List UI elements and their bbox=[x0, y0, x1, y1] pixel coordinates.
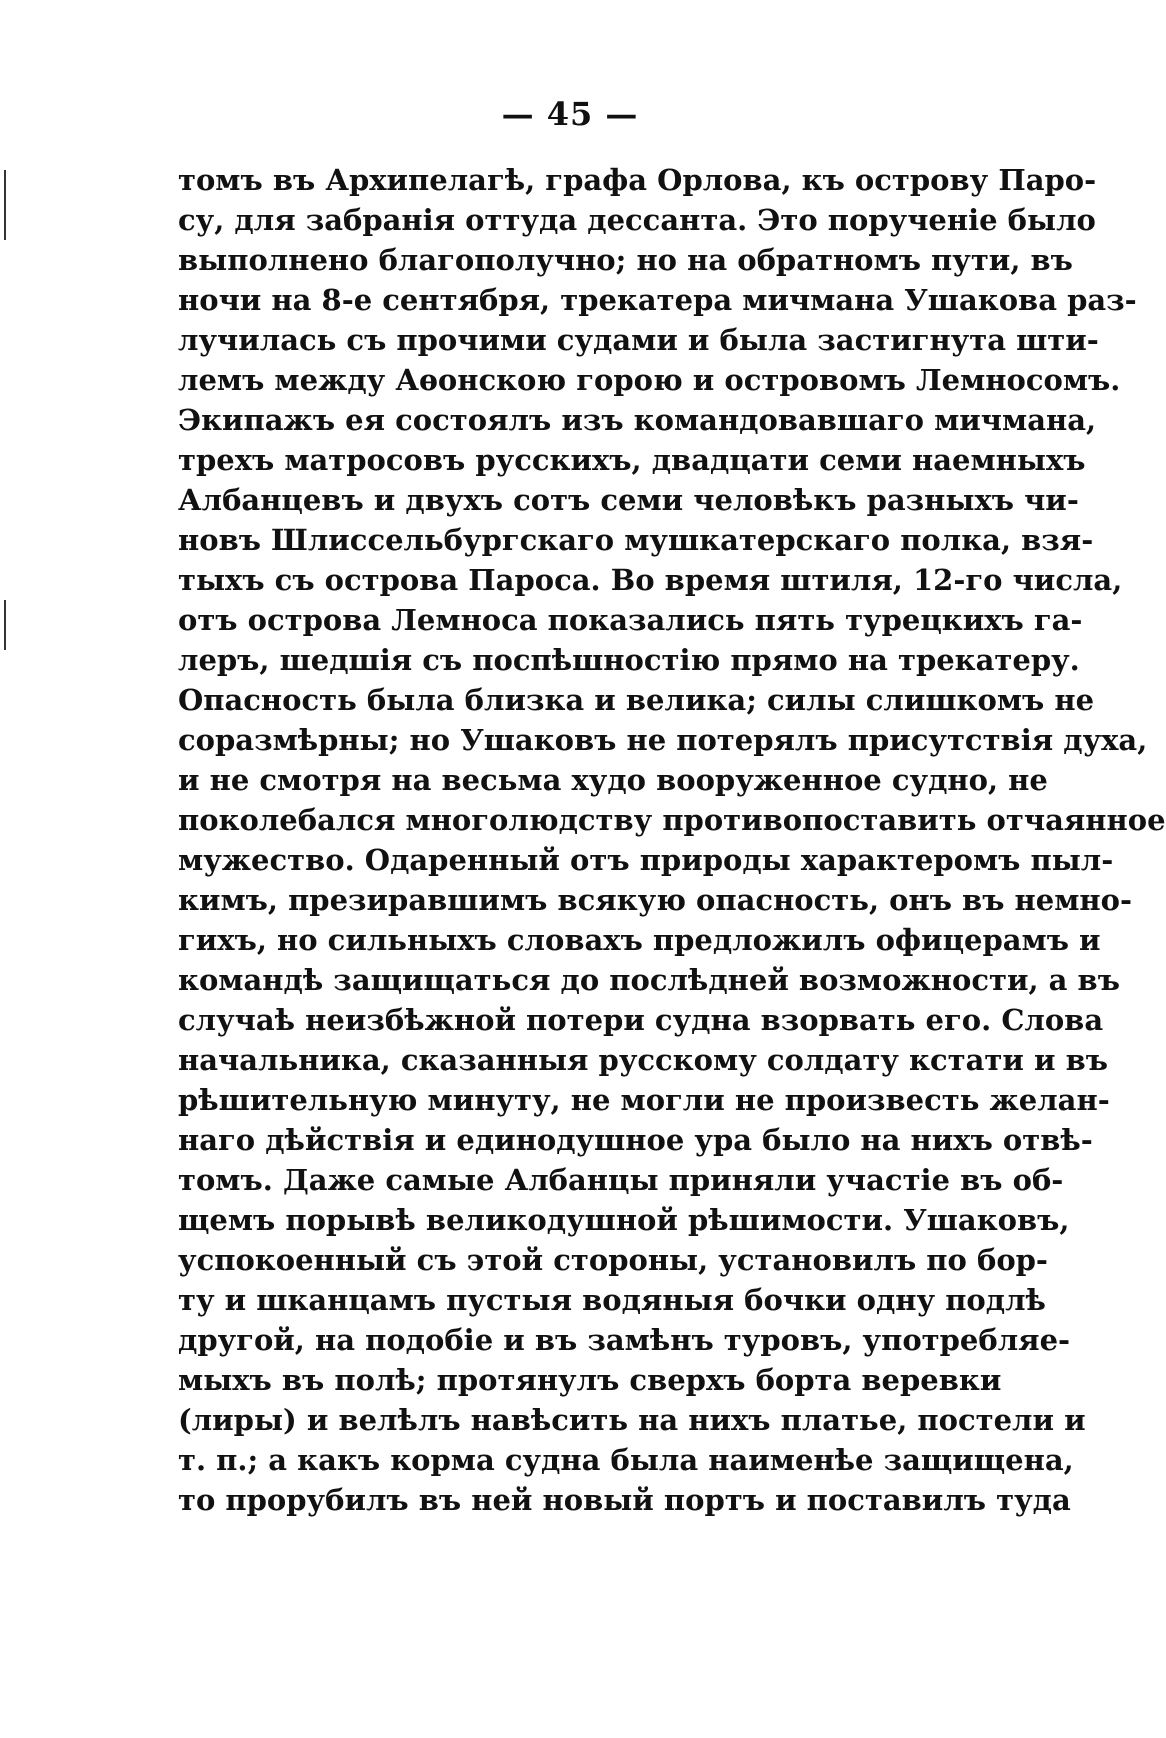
text-line: соразмѣрны; но Ушаковъ не потерялъ присутствія духа, bbox=[178, 723, 1148, 757]
text-line: успокоенный съ этой стороны, установилъ по бор- bbox=[178, 1243, 1048, 1277]
text-line: леръ, шедшія съ поспѣшностію прямо на трекатеру. bbox=[178, 643, 1080, 677]
text-line: рѣшительную минуту, не могли не произвесть желан- bbox=[178, 1083, 1110, 1117]
text-line: другой, на подобіе и въ замѣнъ туровъ, употребляе- bbox=[178, 1323, 1071, 1357]
text-line: томъ въ Архипелагѣ, графа Орлова, къ острову Паро- bbox=[178, 163, 1097, 197]
text-line: командѣ защищаться до послѣдней возможности, а въ bbox=[178, 963, 1120, 997]
text-line: отъ острова Лемноса показались пять турецкихъ га- bbox=[178, 603, 1083, 637]
text-line: томъ. Даже самые Албанцы приняли участіе въ об- bbox=[178, 1163, 1064, 1197]
text-line: наго дѣйствія и единодушное ура было на нихъ отвѣ- bbox=[178, 1123, 1093, 1157]
text-line: (лиры) и велѣлъ навѣсить на нихъ платье, постели и bbox=[178, 1403, 1086, 1437]
text-line: мужество. Одаренный отъ природы характеромъ пыл- bbox=[178, 843, 1114, 877]
scan-edge-mark bbox=[4, 600, 6, 650]
text-line: ту и шканцамъ пустыя водяныя бочки одну подлѣ bbox=[178, 1283, 1046, 1317]
text-line: то прорубилъ въ ней новый портъ и поставилъ туда bbox=[178, 1483, 1071, 1517]
text-line: выполнено благополучно; но на обратномъ пути, въ bbox=[178, 243, 1073, 277]
text-line: су, для забранія оттуда дессанта. Это порученіе было bbox=[178, 203, 1096, 237]
page-number: — 45 — bbox=[501, 95, 639, 133]
text-line: Опасность была близка и велика; силы слишкомъ не bbox=[178, 683, 1095, 717]
text-line: т. п.; а какъ корма судна была наименѣе защищена, bbox=[178, 1443, 1074, 1477]
text-line: ночи на 8-е сентября, трекатера мичмана Ушакова раз- bbox=[178, 283, 1137, 317]
text-line: и не смотря на весьма худо вооруженное судно, не bbox=[178, 763, 1048, 797]
scan-edge-mark bbox=[4, 170, 6, 240]
text-line: мыхъ въ полѣ; протянулъ сверхъ борта веревки bbox=[178, 1363, 1002, 1397]
body-text bbox=[178, 160, 1166, 1520]
text-line: трехъ матросовъ русскихъ, двадцати семи наемныхъ bbox=[178, 443, 1086, 477]
text-line: Албанцевъ и двухъ сотъ семи человѣкъ разныхъ чи- bbox=[178, 483, 1079, 517]
text-line: гихъ, но сильныхъ словахъ предложилъ офицерамъ и bbox=[178, 923, 1101, 957]
text-line: Экипажъ ея состоялъ изъ командовавшаго мичмана, bbox=[178, 403, 1097, 437]
text-line: новъ Шлиссельбургскаго мушкатерскаго полка, взя- bbox=[178, 523, 1094, 557]
text-line: лучилась съ прочими судами и была застигнута шти- bbox=[178, 323, 1099, 357]
text-line: лемъ между Аѳонскою горою и островомъ Лемносомъ. bbox=[178, 363, 1121, 397]
text-line: щемъ порывѣ великодушной рѣшимости. Ушаковъ, bbox=[178, 1203, 1070, 1237]
text-line: тыхъ съ острова Пароса. Во время штиля, 12-го числа, bbox=[178, 563, 1123, 597]
text-line: начальника, сказанныя русскому солдату кстати и въ bbox=[178, 1043, 1108, 1077]
text-line: кимъ, презиравшимъ всякую опасность, онъ въ немно- bbox=[178, 883, 1133, 917]
text-line: случаѣ неизбѣжной потери судна взорвать его. Слова bbox=[178, 1003, 1104, 1037]
text-line: поколебался многолюдству противопоставить отчаянное bbox=[178, 803, 1166, 837]
